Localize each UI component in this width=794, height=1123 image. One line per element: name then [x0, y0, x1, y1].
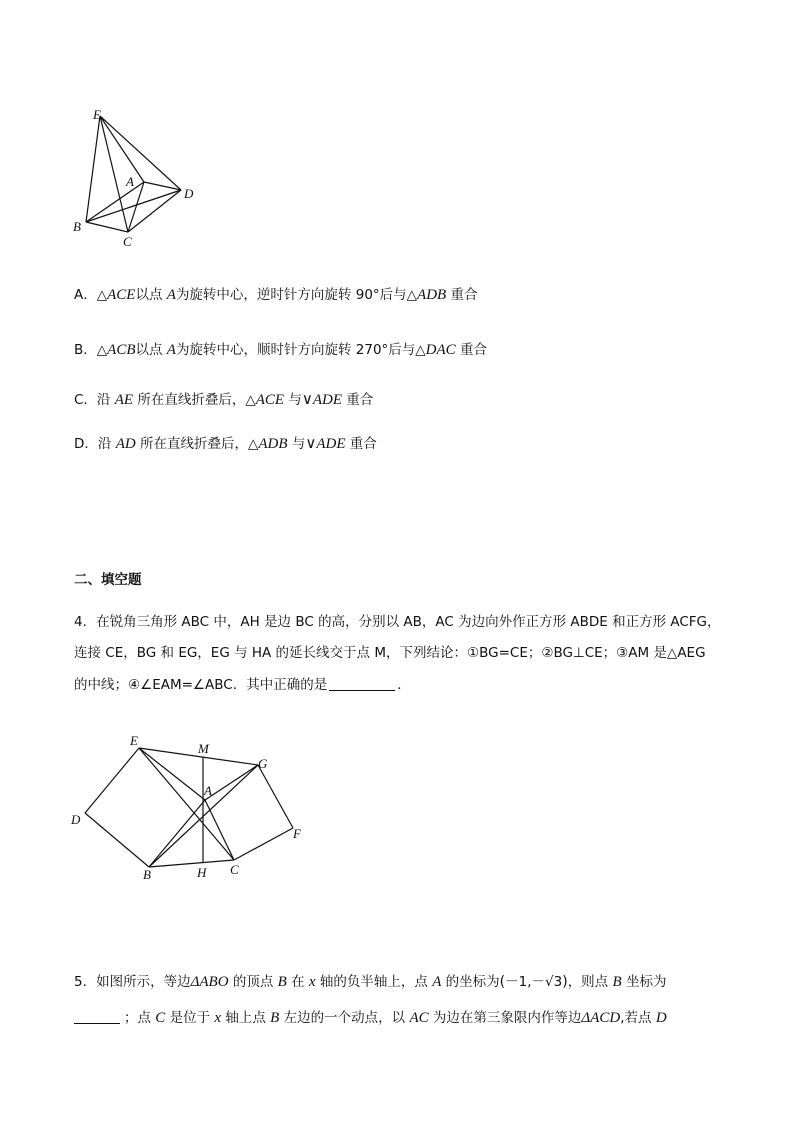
- section-title: 二、填空题: [74, 572, 142, 588]
- fig2-label-C: C: [230, 862, 239, 877]
- fig1-label-B: B: [73, 219, 81, 234]
- fig1-label-E: E: [93, 107, 101, 122]
- fig2-label-M: M: [198, 741, 209, 756]
- option-b: B．△ACB以点 A为旋转中心，顺时针方向旋转 270°后与△DAC 重合: [74, 342, 487, 358]
- fig1-label-C: C: [123, 234, 132, 249]
- fig2-label-F: F: [293, 826, 301, 841]
- fig2-label-D: D: [71, 812, 81, 827]
- fig2-label-B: B: [143, 867, 151, 882]
- figure-2: [68, 732, 318, 882]
- fig2-label-H: H: [197, 865, 207, 880]
- q4-line-1: 4．在锐角三角形 ABC 中，AH 是边 BC 的高，分别以 AB，AC 为边向外作正方形 ABDE 和正方形 ACFG，: [74, 614, 721, 630]
- answer-blank-b[interactable]: [74, 1009, 120, 1024]
- figure-1: [70, 104, 210, 254]
- fig2-label-E: E: [130, 733, 138, 748]
- option-d: D．沿 AD 所在直线折叠后，△ADB 与∨ADE 重合: [74, 436, 377, 452]
- q5-line-1: 5．如图所示，等边ΔABO 的顶点 B 在 x 轴的负半轴上，点 A 的坐标为(－1,－√3)，则点 B 坐标为: [74, 974, 667, 990]
- option-c: C．沿 AE 所在直线折叠后，△ACE 与∨ADE 重合: [74, 392, 374, 408]
- q4-line-3: 的中线；④∠EAM=∠ABC．其中正确的是 ．: [74, 677, 411, 693]
- q5-line-2: ；点 C 是位于 x 轴上点 B 左边的一个动点，以 AC 为边在第三象限内作等边ΔACD,若点 D: [74, 1008, 667, 1028]
- fig1-label-D: D: [184, 186, 194, 201]
- fig2-label-G: G: [258, 756, 268, 771]
- q4-line-2: 连接 CE，BG 和 EG，EG 与 HA 的延长线交于点 M，下列结论：①BG=CE；②BG⊥CE；③AM 是△AEG: [74, 645, 706, 661]
- fig2-label-A: A: [204, 783, 212, 798]
- option-a: A．△ACE以点 A为旋转中心，逆时针方向旋转 90°后与△ADB 重合: [74, 287, 478, 303]
- answer-blank[interactable]: [329, 676, 395, 691]
- fig1-label-A: A: [126, 174, 134, 189]
